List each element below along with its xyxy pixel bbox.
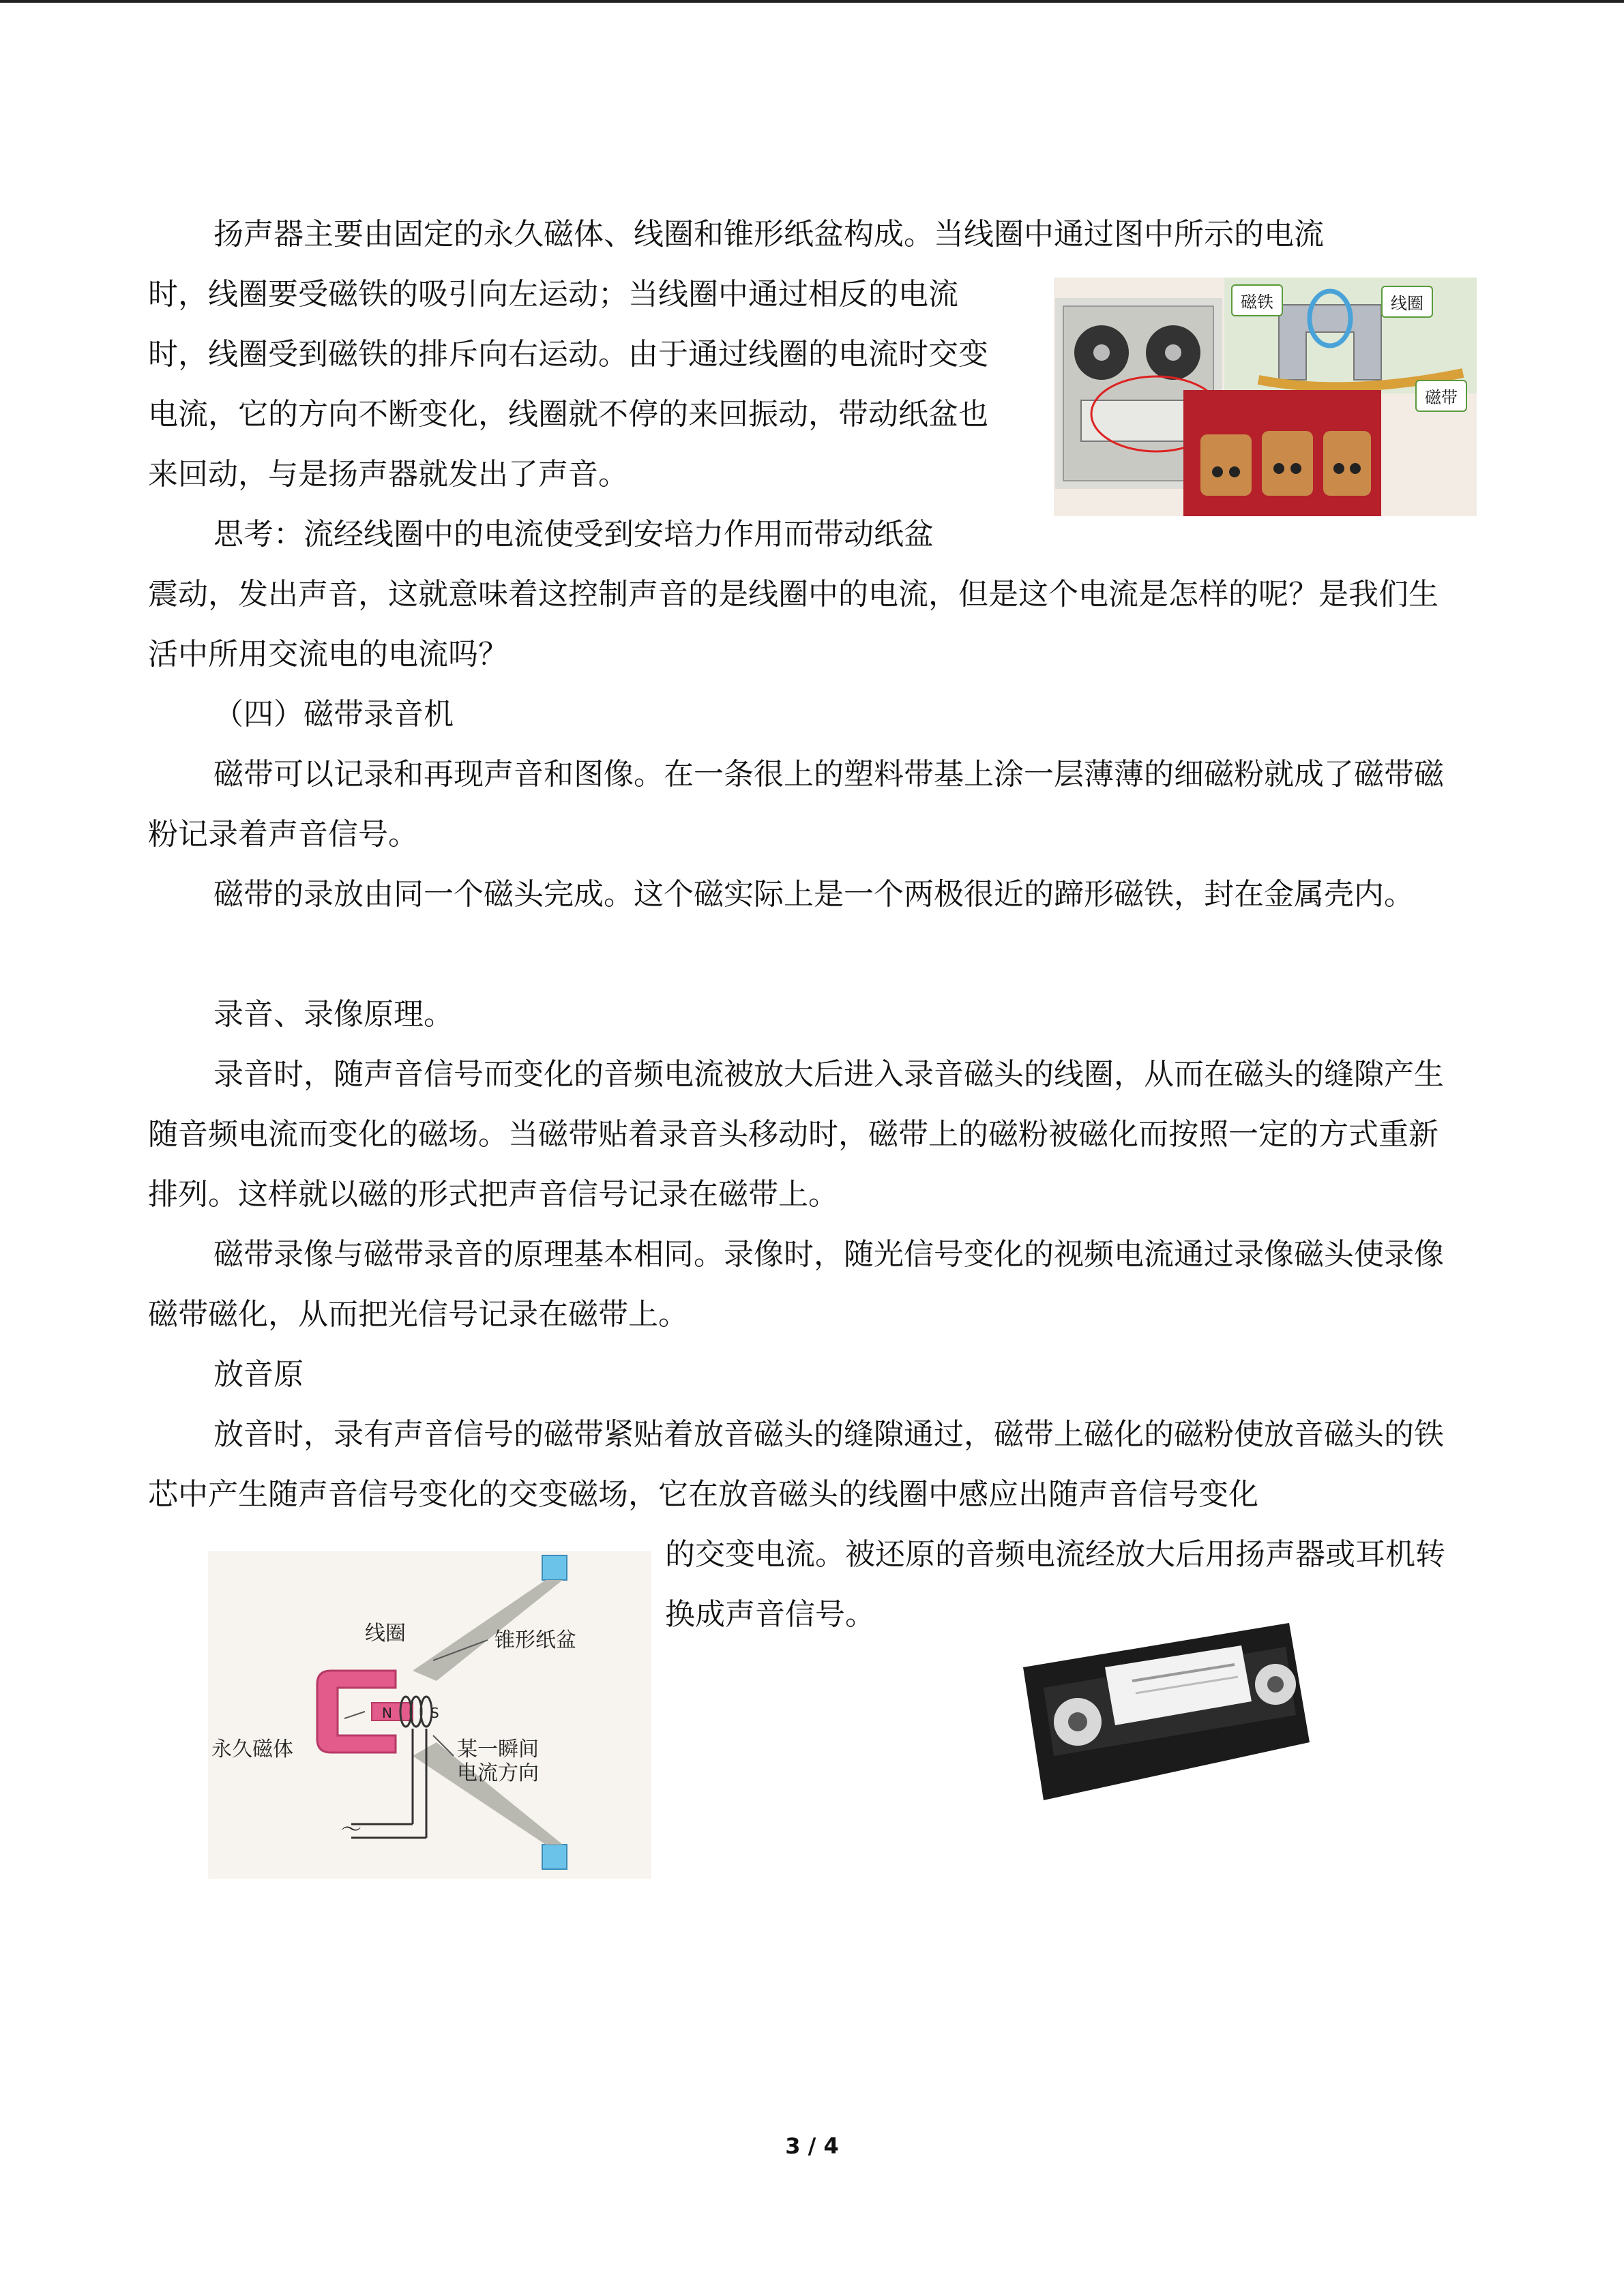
speaker-label-n: N — [382, 1705, 392, 1721]
paragraph-playback: 放音时，录有声音信号的磁带紧贴着放音磁头的缝隙通过，磁带上磁化的磁粉使放音磁头的铁芯中产生随声音信号变化的交变磁场，它在放音磁头的线圈中感应出随声音信号变化 — [148, 1417, 1444, 1512]
paragraph-playback-title: 放音原 — [213, 1357, 304, 1392]
tape-head-label-coil: 线圈 — [1381, 286, 1433, 318]
paragraph-tape: 磁带可以记录和再现声音和图像。在一条很上的塑料带基上涂一层薄薄的细磁粉就成了磁带磁粉记录着声音信号。 — [148, 757, 1444, 852]
paragraph-principle-title: 录音、录像原理。 — [213, 997, 454, 1032]
video-cassette-illustration — [1016, 1620, 1316, 1804]
paragraph-recording: 录音时，随声音信号而变化的音频电流被放大后进入录音磁头的线圈，从而在磁头的缝隙产生随音频电流而变化的磁场。当磁带贴着录音头移动时，磁带上的磁粉被磁化而按照一定的方式重新排列。这样就以磁的形式把声音信号记录在磁带上。 — [148, 1057, 1444, 1212]
speaker-label-ac: ～ — [341, 1818, 361, 1842]
speaker-diagram — [208, 1551, 651, 1879]
paragraph-think-line1: 思考：流经线圈中的电流使受到安培力作用而带动纸盆 — [213, 517, 934, 552]
page-number: 3 / 4 — [785, 2133, 839, 2159]
paragraph-head: 磁带的录放由同一个磁头完成。这个磁实际上是一个两极很近的蹄形磁铁，封在金属壳内。 — [213, 877, 1414, 912]
top-border — [0, 0, 1624, 3]
paragraph-think: 震动，发出声音，这就意味着这控制声音的是线圈中的电流，但是这个电流是怎样的呢？是我们生活中所用交流电的电流吗？ — [148, 577, 1438, 672]
speaker-label-magnet: 永久磁体 — [211, 1738, 293, 1761]
speaker-label-coil: 线圈 — [365, 1622, 406, 1645]
tape-head-label-tape: 磁带 — [1415, 380, 1467, 412]
speaker-diagram-illustration — [208, 1551, 651, 1879]
paragraph-playback-end: 的交变电流。被还原的音频电流经放大后用扬声器或耳机转换成声音信号。 — [665, 1537, 1445, 1632]
speaker-label-current-2: 电流方向 — [457, 1761, 539, 1785]
speaker-label-current-1: 某一瞬间 — [457, 1738, 539, 1761]
paragraph-speaker: 时，线圈要受磁铁的吸引向左运动；当线圈中通过相反的电流时，线圈受到磁铁的排斥向右运动。由于通过线圈的电流时交变电流，它的方向不断变化，线圈就不停的来回振动，带动纸盆也来回动，与是扬声器就发出了声音。 — [148, 277, 988, 492]
tape-head-figure — [1054, 278, 1477, 516]
paragraph-speaker-line1: 扬声器主要由固定的永久磁体、线圈和锥形纸盆构成。当线圈中通过图中所示的电流 — [213, 217, 1324, 252]
tape-head-label-core: 磁铁 — [1231, 284, 1283, 316]
video-cassette-figure — [1016, 1620, 1316, 1804]
paragraph-video: 磁带录像与磁带录音的原理基本相同。录像时，随光信号变化的视频电流通过录像磁头使录像磁带磁化，从而把光信号记录在磁带上。 — [148, 1237, 1444, 1332]
speaker-label-s: S — [430, 1705, 439, 1721]
section-heading: （四）磁带录音机 — [213, 697, 454, 732]
speaker-label-cone: 锥形纸盆 — [494, 1628, 576, 1652]
